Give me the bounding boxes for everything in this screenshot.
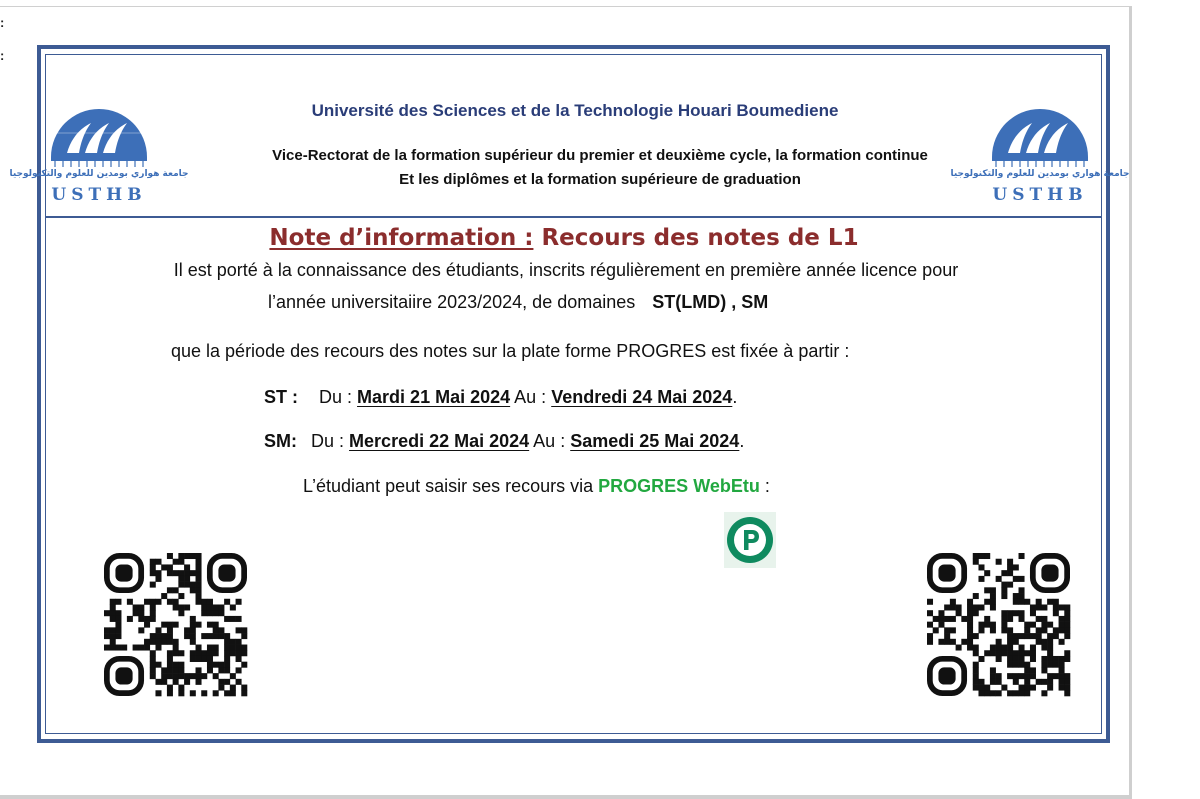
top-border-line — [0, 6, 1132, 7]
vice-rectorat-line-2: Et les diplômes et la formation supérieure de graduation — [399, 171, 801, 188]
vice-rectorat-line-1: Vice-Rectorat de la formation supérieur du premier et deuxième cycle, la formation continue — [272, 147, 928, 164]
title-subject: Recours des notes de L1 — [541, 225, 859, 251]
qr-code-right — [927, 553, 1070, 696]
svg-text:USTHB: USTHB — [992, 185, 1088, 205]
header-separator — [45, 216, 1102, 218]
domains: ST(LMD) , SM — [652, 292, 769, 312]
university-name: Université des Sciences et de la Technologie Houari Boumediene — [311, 101, 839, 120]
period-end-date: Samedi 25 Mai 2024 — [570, 431, 740, 451]
line4-text: L’étudiant peut saisir ses recours via — [303, 476, 594, 496]
period-sm — [264, 431, 744, 452]
progres-p-icon[interactable] — [724, 512, 776, 568]
period-start-date: Mardi 21 Mai 2024 — [357, 387, 511, 407]
body-line-2 — [268, 292, 768, 313]
period-end-dot: . — [732, 387, 738, 407]
progres-webetu-link[interactable]: PROGRES WebEtu — [598, 476, 760, 496]
body-line-4 — [303, 476, 770, 497]
body-line-3: que la période des recours des notes sur la plate forme PROGRES est fixée à partir : — [171, 341, 850, 361]
notice-title — [0, 225, 1128, 251]
margin-mark: : — [0, 48, 5, 63]
right-gutter — [1129, 6, 1132, 799]
period-start-date: Mercredi 22 Mai 2024 — [349, 431, 530, 451]
period-label: ST : — [264, 387, 298, 407]
svg-text:USTHB: USTHB — [51, 185, 147, 205]
period-end-dot: . — [739, 431, 745, 451]
title-prefix: Note d’information : — [269, 225, 534, 251]
period-du: Du : — [311, 431, 345, 451]
period-au: Au : — [533, 431, 566, 451]
body-line-1: Il est porté à la connaissance des étudiants, inscrits régulièrement en première année licence pour — [173, 260, 959, 280]
period-label: SM: — [264, 431, 297, 451]
line2-text: l’année universitaiire 2023/2024, de domaines — [268, 292, 636, 312]
bottom-gutter — [0, 795, 1132, 799]
period-st — [264, 387, 737, 408]
svg-text:جامعة هواري بومدين للعلوم والت: جامعة هواري بومدين للعلوم والتكنولوجيا — [950, 169, 1130, 179]
period-du: Du : — [319, 387, 353, 407]
period-au: Au : — [514, 387, 547, 407]
line4-end: : — [764, 476, 770, 496]
qr-code-left — [104, 553, 247, 696]
period-end-date: Vendredi 24 Mai 2024 — [551, 387, 733, 407]
svg-text:جامعة هواري بومدين للعلوم والت: جامعة هواري بومدين للعلوم والتكنولوجيا — [9, 169, 189, 179]
margin-mark: : — [0, 15, 5, 30]
